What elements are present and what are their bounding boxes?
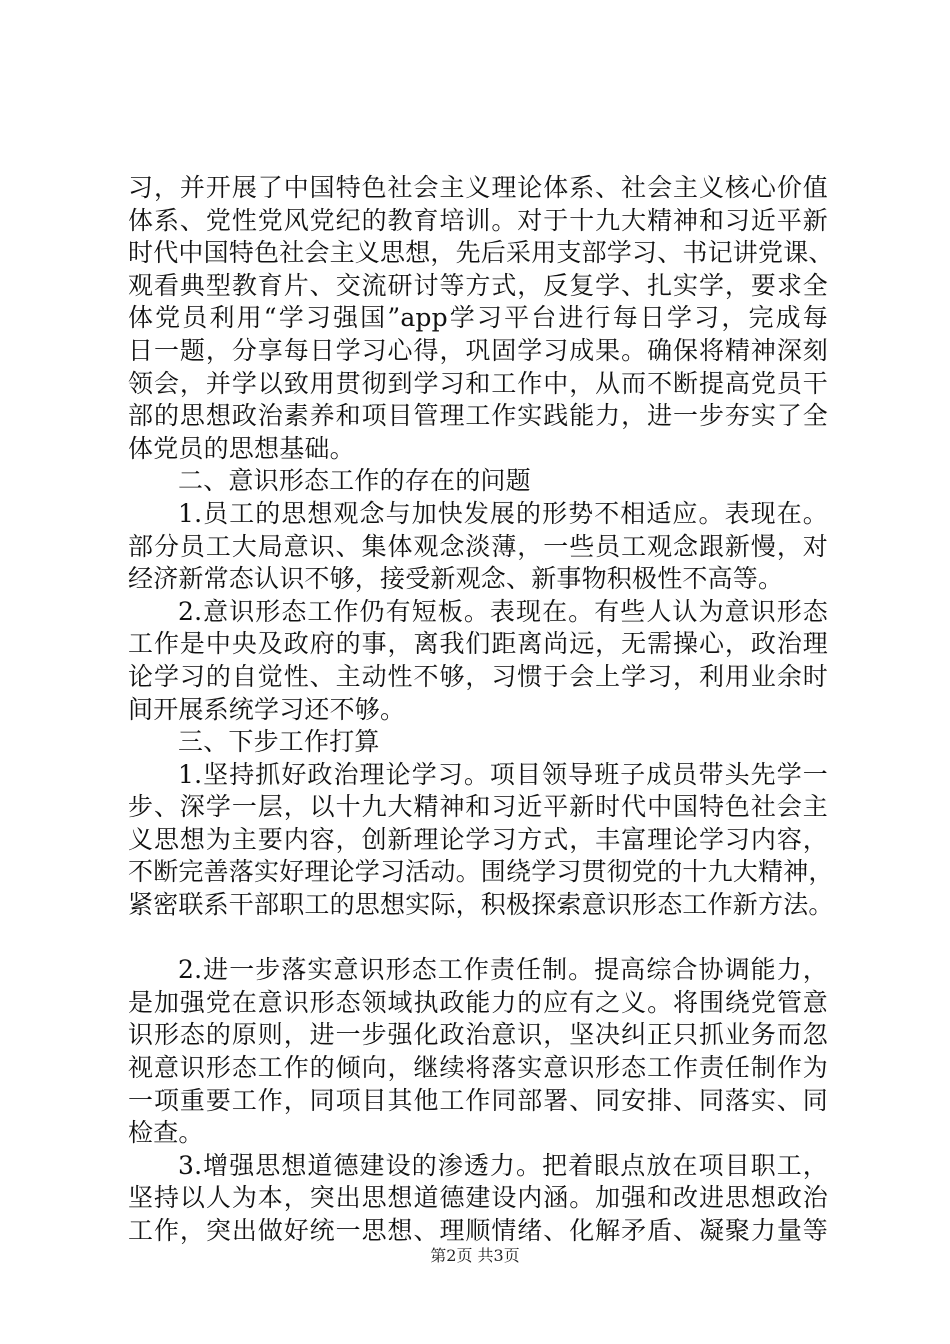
text-line: 义思想为主要内容，创新理论学习方式，丰富理论学习内容， (128, 824, 828, 854)
text-line: 体党员利用“学习强国”app学习平台进行每日学习，完成每 (128, 303, 828, 333)
text-line: 检查。 (128, 1118, 204, 1148)
text-line: 部的思想政治素养和项目管理工作实践能力，进一步夯实了全 (128, 401, 828, 431)
text-line: 习，并开展了中国特色社会主义理论体系、社会主义核心价值 (128, 173, 828, 202)
text-line: 领会，并学以致用贯彻到学习和工作中，从而不断提高党员干 (128, 368, 828, 398)
text-line: 部分员工大局意识、集体观念淡薄，一些员工观念跟新慢，对 (128, 531, 828, 561)
text-line: 三、下步工作打算 (178, 727, 380, 757)
text-line: 二、意识形态工作的存在的问题 (178, 466, 531, 496)
text-line: 3.增强思想道德建设的渗透力。把着眼点放在项目职工， (178, 1150, 828, 1180)
text-line: 时代中国特色社会主义思想，先后采用支部学习、书记讲党课、 (128, 238, 834, 268)
text-line: 经济新常态认识不够，接受新观念、新事物积极性不高等。 (128, 564, 784, 594)
text-line: 工作是中央及政府的事，离我们距离尚远，无需操心，政治理 (128, 629, 828, 659)
text-line: 1.员工的思想观念与加快发展的形势不相适应。表现在。 (178, 498, 828, 528)
document-body (128, 172, 834, 1248)
text-line: 2.意识形态工作仍有短板。表现在。有些人认为意识形态 (178, 596, 828, 626)
text-line: 一项重要工作，同项目其他工作同部署、同安排、同落实、同 (128, 1085, 828, 1115)
text-line: 间开展系统学习还不够。 (128, 694, 406, 724)
text-line: 不断完善落实好理论学习活动。围绕学习贯彻党的十九大精神， (128, 857, 834, 887)
text-line: 是加强党在意识形态领域执政能力的应有之义。将围绕党管意 (128, 987, 828, 1017)
text-line: 紧密联系干部职工的思想实际，积极探索意识形态工作新方法。 (128, 890, 834, 920)
text-line: 工作，突出做好统一思想、理顺情绪、化解矛盾、凝聚力量等 (128, 1216, 828, 1245)
text-line: 1.坚持抓好政治理论学习。项目领导班子成员带头先学一 (178, 759, 828, 789)
text-line: 体系、党性党风党纪的教育培训。对于十九大精神和习近平新 (128, 205, 828, 235)
page-number-label: 第2页 共3页 (430, 1246, 520, 1265)
text-line: 论学习的自觉性、主动性不够，习惯于会上学习，利用业余时 (128, 661, 828, 691)
text-line: 日一题，分享每日学习心得，巩固学习成果。确保将精神深刻 (128, 335, 828, 365)
text-line: 坚持以人为本，突出思想道德建设内涵。加强和改进思想政治 (128, 1183, 828, 1213)
text-line: 步、深学一层，以十九大精神和习近平新时代中国特色社会主 (128, 792, 828, 822)
text-line: 观看典型教育片、交流研讨等方式，反复学、扎实学，要求全 (128, 270, 828, 300)
text-line: 2.进一步落实意识形态工作责任制。提高综合协调能力， (178, 955, 828, 985)
text-line: 视意识形态工作的倾向，继续将落实意识形态工作责任制作为 (128, 1053, 828, 1083)
blank-line (128, 922, 828, 955)
text-line: 体党员的思想基础。 (128, 433, 355, 463)
text-line: 识形态的原则，进一步强化政治意识，坚决纠正只抓业务而忽 (128, 1020, 828, 1050)
page-footer (0, 1246, 950, 1266)
